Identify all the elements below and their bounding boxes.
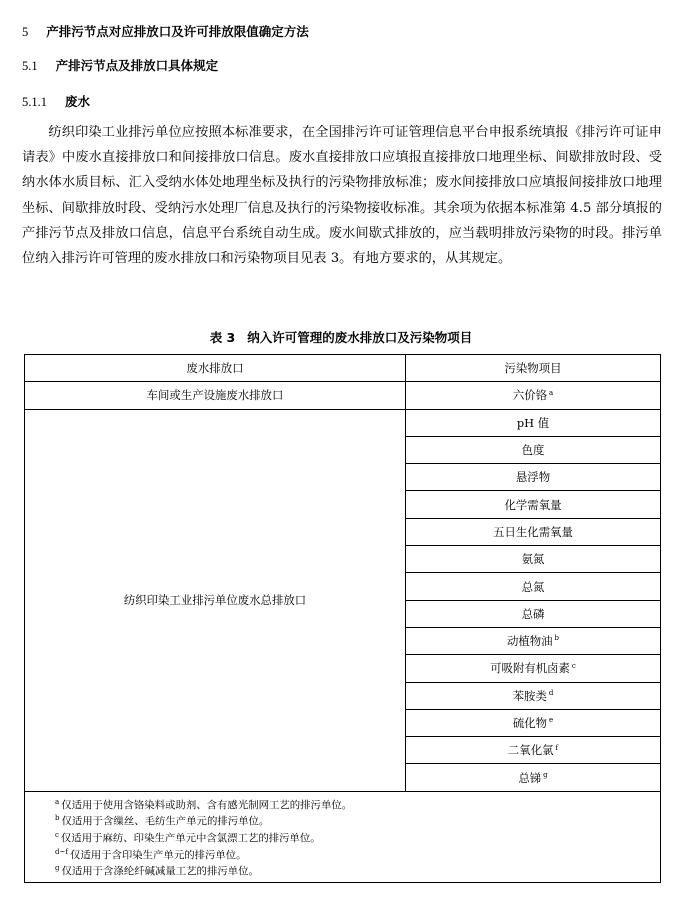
pollutant-cell [406, 518, 661, 545]
section-title: 产排污节点及排放口具体规定 [55, 58, 219, 73]
footnote [55, 829, 660, 846]
section-title: 废水 [65, 94, 91, 109]
pollutant-name: 总锑 [518, 770, 542, 785]
footnote [55, 846, 660, 863]
footnote-text: 仅适用于含缫丝、毛纺生产单元的排污单位。 [61, 815, 270, 828]
pollutant-name: 苯胺类 [512, 688, 547, 703]
table-title: 纳入许可管理的废水排放口及污染物项目 [247, 330, 473, 345]
pollutant-cell [406, 464, 661, 491]
pollutant-cell [406, 655, 661, 682]
footnote-text: 仅适用于使用含铬染料或助剂、含有感光制网工艺的排污单位。 [61, 799, 353, 812]
footnote [55, 862, 660, 879]
pollutant-cell [406, 627, 661, 654]
table-header-row [25, 355, 661, 382]
table-number: 表 3 [209, 330, 236, 345]
table-row [25, 382, 661, 409]
pollutant-cell [406, 436, 661, 463]
footnote-text: 仅适用于含印染生产单元的排污单位。 [69, 849, 247, 862]
footnote-marker: b [554, 634, 560, 643]
section-number: 5 [22, 25, 29, 39]
pollutant-cell [406, 409, 661, 436]
section-heading-5-1 [22, 58, 218, 74]
header-pollutant: 污染物项目 [406, 355, 661, 382]
header-outlet: 废水排放口 [25, 355, 406, 382]
footnote-marker: g [543, 770, 548, 779]
pollutant-name: 总氮 [521, 579, 545, 594]
pollutant-name: 五日生化需氧量 [493, 524, 573, 539]
pollutant-cell [406, 737, 661, 764]
footnote-marker: b [55, 814, 60, 823]
footnote-text: 仅适用于麻纺、印染生产单元中含氯漂工艺的排污单位。 [60, 832, 321, 845]
footnote-marker: c [571, 661, 576, 670]
pollutant-name: 悬浮物 [515, 470, 551, 485]
pollutant-cell [406, 682, 661, 709]
pollutant-name: 化学需氧量 [504, 497, 562, 512]
footnote-marker: f [555, 743, 559, 752]
pollutant-name: 色度 [521, 443, 545, 458]
wastewater-outlet-table [24, 354, 661, 883]
footnote-marker: d [548, 688, 554, 697]
pollutant-name: 硫化物 [512, 716, 548, 730]
pollutant-cell [406, 546, 661, 573]
pollutant-name: 二氧化氯 [507, 743, 554, 758]
pollutant-name: 六价铬 [512, 388, 547, 403]
footnote-marker: d~f [55, 847, 68, 856]
pollutant-cell [406, 764, 661, 791]
pollutant-cell [406, 600, 661, 627]
table-notes-row [25, 791, 661, 882]
pollutant-cell [406, 382, 661, 409]
outlet-cell: 车间或生产设施废水排放口 [25, 382, 406, 409]
footnote-marker: c [55, 831, 59, 840]
pollutant-name: pH 值 [516, 415, 550, 430]
outlet-cell: 纺织印染工业排污单位废水总排放口 [25, 409, 406, 791]
footnote-marker: e [549, 716, 554, 725]
section-title: 产排污节点对应排放口及许可排放限值确定方法 [46, 24, 309, 39]
table-footnotes [25, 791, 661, 882]
footnote-marker: a [55, 797, 60, 806]
footnote [55, 796, 660, 813]
section-number: 5.1.1 [22, 95, 47, 109]
pollutant-name: 氨氮 [521, 552, 545, 567]
footnote-marker: g [55, 864, 60, 873]
section-heading-5 [22, 24, 309, 40]
section-number: 5.1 [22, 59, 38, 73]
pollutant-cell [406, 709, 661, 736]
table-row [25, 409, 661, 436]
pollutant-cell [406, 491, 661, 518]
body-paragraph: 纺织印染工业排污单位应按照本标准要求，在全国排污许可证管理信息平台申报系统填报《排污许可证申请表》中废水直接排放口和间接排放口信息。废水直接排放口应填报直接排放口地理坐标、间歇排放时段、受纳水体水质目标、汇入受纳水体处地理坐标及执行的污染物排放标准；废水间接排放口应填报间接排放口地理坐标、间歇排放时段、受纳污水处理厂信息及执行的污染物接收标准。其余项为依据本标准第 4.5 部分填报的产排污节点及排放口信息，信息平台系统自动生成。废水间歇式排放的，应当载明排放污染物的时段。排污单位纳入排污许可管理的废水排放口和污染物项目见表 3。有地方要求的，从其规定。 [22, 125, 662, 267]
section-heading-5-1-1 [22, 94, 90, 110]
footnote-text: 仅适用于含涤纶纤碱减量工艺的排污单位。 [61, 865, 259, 878]
footnote-marker: a [549, 388, 554, 397]
footnote [55, 812, 660, 829]
table-caption [0, 328, 682, 346]
pollutant-name: 动植物油 [506, 634, 553, 649]
pollutant-cell [406, 573, 661, 600]
pollutant-name: 可吸附有机卤素 [490, 661, 570, 676]
pollutant-name: 总磷 [521, 606, 545, 621]
